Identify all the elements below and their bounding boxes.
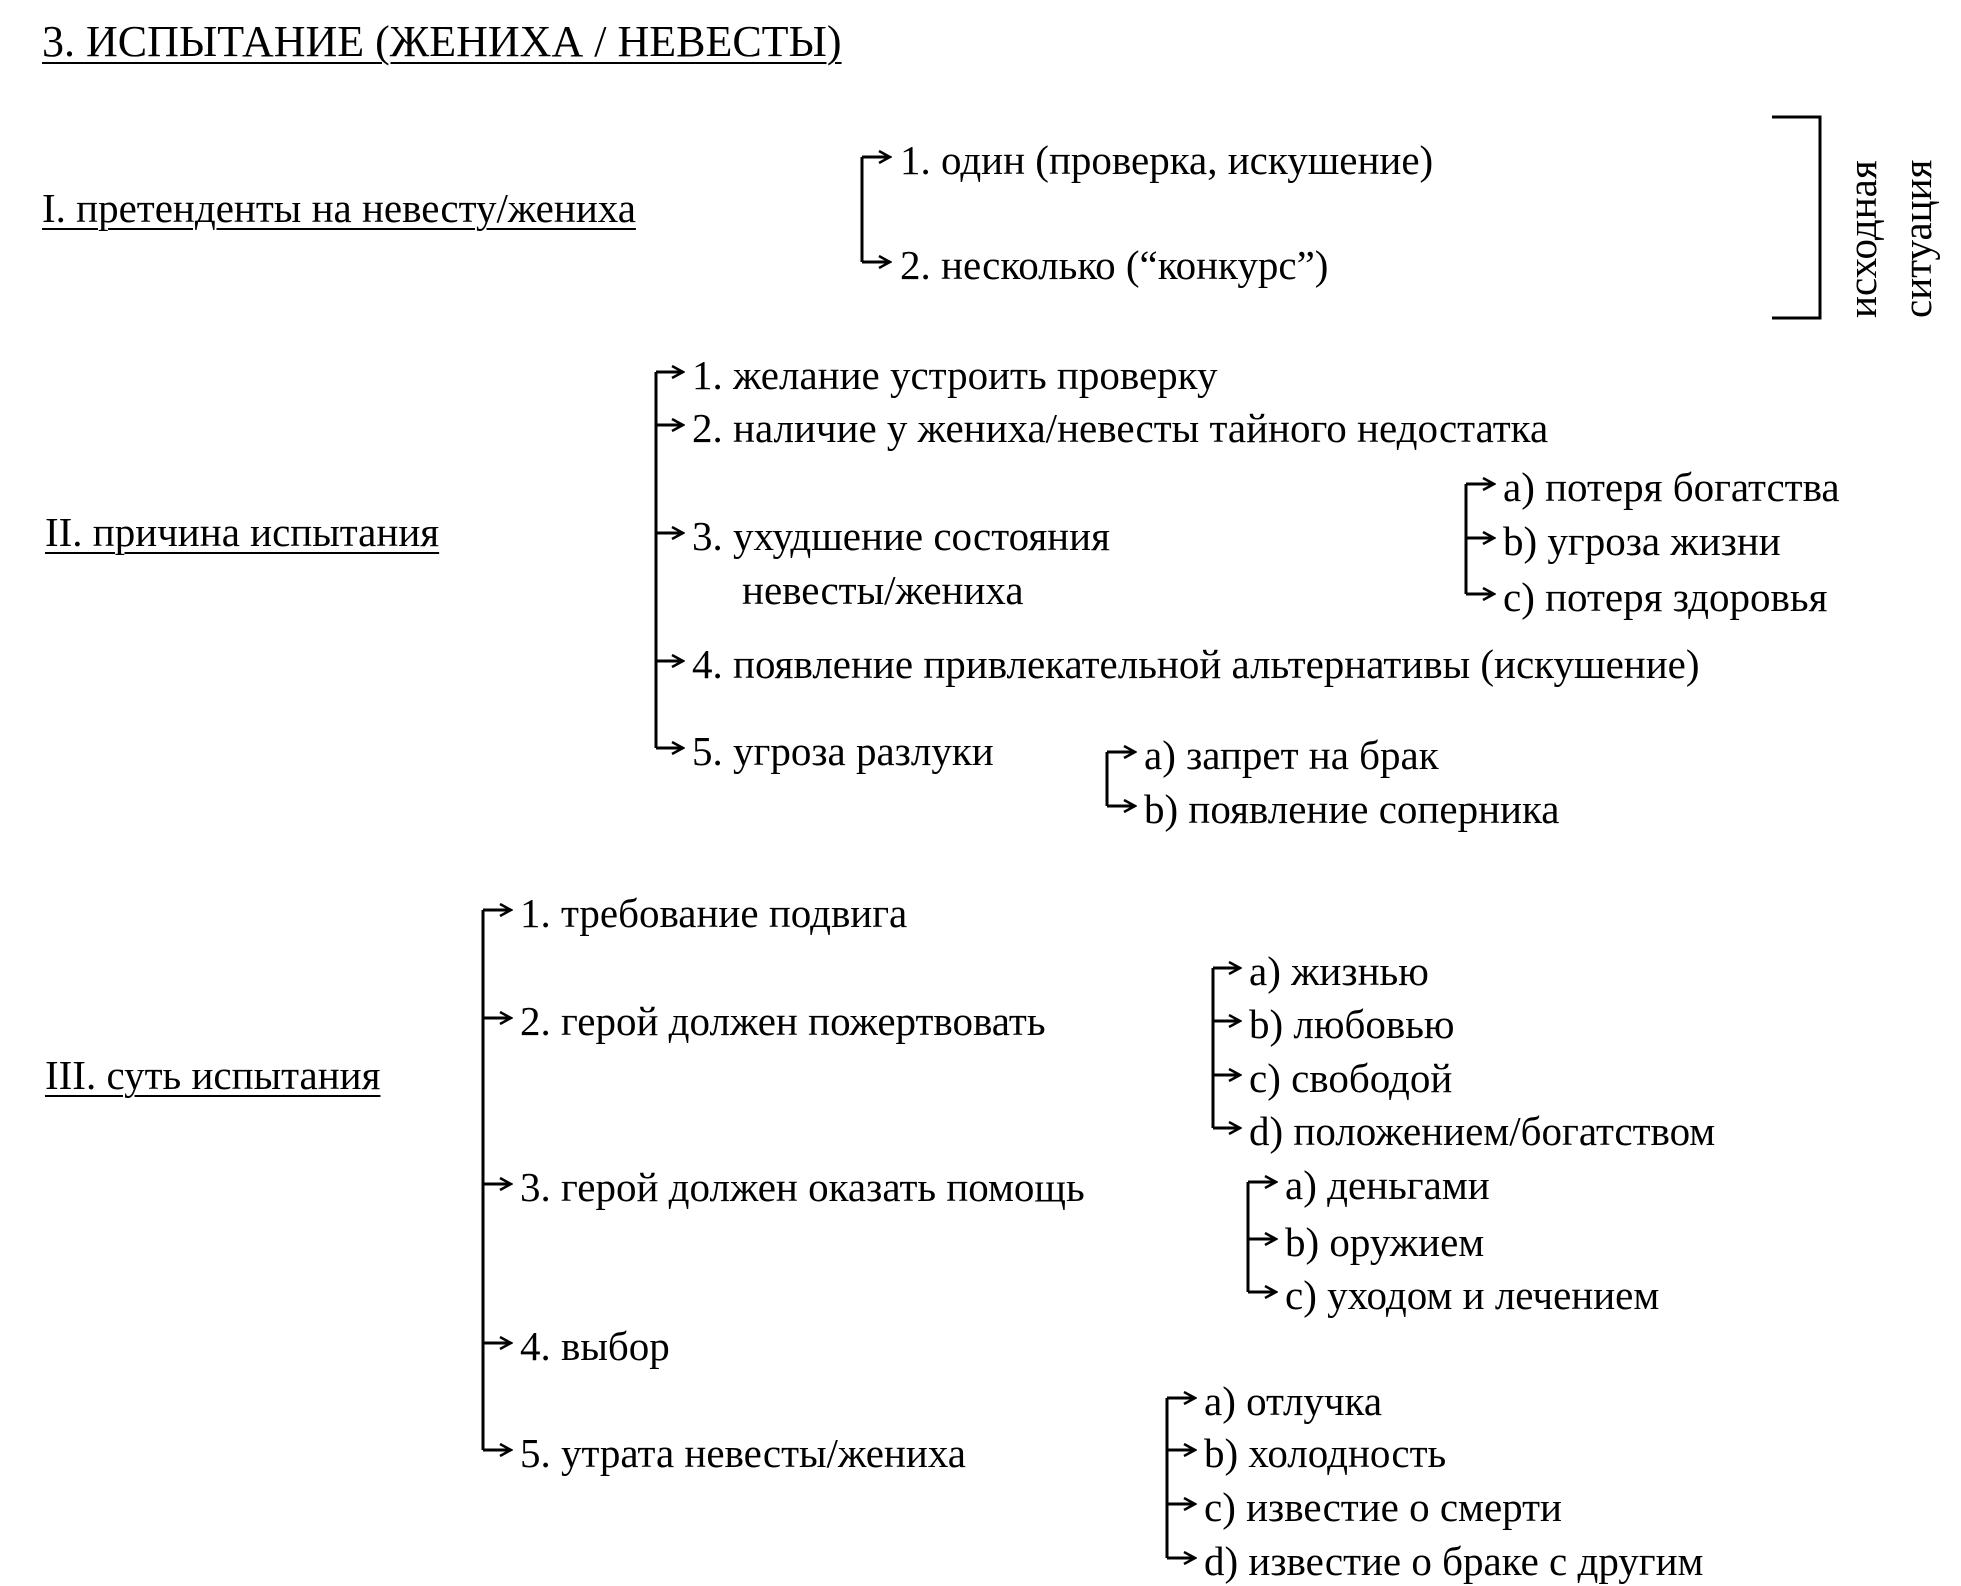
side-note-line-1: исходная: [1839, 160, 1885, 318]
section3-item-1: 1. требование подвига: [520, 890, 908, 936]
section1-item-1: 1. один (проверка, искушение): [900, 137, 1434, 183]
section3-item2-sub-d: d) положением/богатством: [1249, 1108, 1716, 1154]
section3-bracket: [483, 910, 511, 1450]
section3-item3-sub-c: c) уходом и лечением: [1285, 1272, 1660, 1318]
section3-item2-sub-b: b) любовью: [1249, 1001, 1455, 1047]
section2-item-1: 1. желание устроить проверку: [692, 352, 1218, 398]
section3-item5-sub-a: a) отлучка: [1204, 1378, 1383, 1424]
section2-item-5: 5. угроза разлуки: [692, 728, 994, 774]
section3-item2-sub-a: a) жизнью: [1249, 948, 1429, 994]
section2-item5-sub-a: a) запрет на брак: [1144, 732, 1439, 778]
side-bracket: [1772, 117, 1820, 318]
section3-item-4: 4. выбор: [520, 1323, 670, 1369]
section3-item-3: 3. герой должен оказать помощь: [520, 1164, 1085, 1210]
section3-item-2: 2. герой должен пожертвовать: [520, 998, 1046, 1044]
section1-label: I. претенденты на невесту/жениха: [42, 185, 636, 231]
section2-label: II. причина испытания: [45, 509, 440, 555]
section3-item3-sub-a: a) деньгами: [1285, 1162, 1490, 1208]
section2-item3-sub-b: b) угроза жизни: [1503, 518, 1781, 564]
section2-item-4: 4. появление привлекательной альтернативы (искушение): [692, 641, 1700, 687]
section2-bracket: [656, 372, 683, 748]
section2-item3-sub-a: a) потеря богатства: [1503, 464, 1840, 510]
section2-item5-sub-b: b) появление соперника: [1144, 786, 1560, 832]
section2-item3-sub-c: c) потеря здоровья: [1503, 574, 1828, 620]
section3-item5-sub-b: b) холодность: [1204, 1430, 1447, 1476]
section1-item-2: 2. несколько (“конкурс”): [900, 242, 1329, 288]
section3-item-5: 5. утрата невесты/жениха: [520, 1430, 966, 1476]
section2-item-2: 2. наличие у жениха/невесты тайного недостатка: [692, 405, 1549, 451]
page-title: 3. ИСПЫТАНИЕ (ЖЕНИХА / НЕВЕСТЫ): [42, 17, 842, 66]
section2-item5-bracket: [1107, 752, 1135, 806]
section2-item3-bracket: [1466, 484, 1494, 594]
section3-label: III. суть испытания: [45, 1052, 381, 1098]
section3-item5-sub-d: d) известие о браке с другим: [1204, 1538, 1704, 1584]
section3-item2-bracket: [1213, 968, 1240, 1128]
section3-item3-bracket: [1248, 1182, 1276, 1292]
side-note-line-2: ситуация: [1894, 159, 1940, 318]
section2-item-3-cont: невесты/жениха: [742, 567, 1024, 613]
section1-bracket: [862, 157, 890, 262]
section3-item5-sub-c: c) известие о смерти: [1204, 1484, 1562, 1530]
section3-item5-bracket: [1167, 1398, 1195, 1558]
section2-item-3: 3. ухудшение состояния: [692, 513, 1110, 559]
section3-item2-sub-c: c) свободой: [1249, 1055, 1453, 1101]
section3-item3-sub-b: b) оружием: [1285, 1219, 1485, 1265]
